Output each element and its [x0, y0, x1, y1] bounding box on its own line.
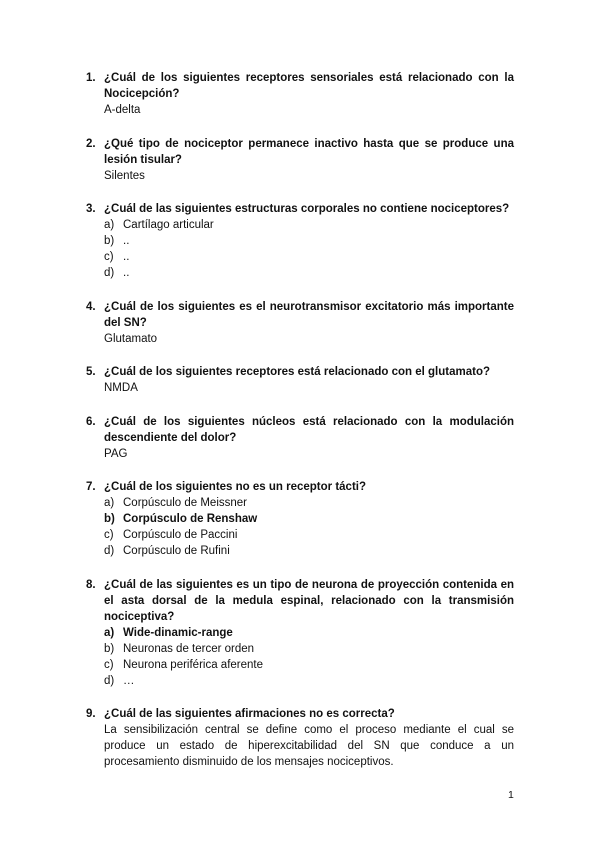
option-text: ..: [123, 267, 130, 279]
option-d: [104, 543, 514, 559]
question-answer: Glutamato: [104, 332, 158, 345]
option-text: Corpúsculo de Renshaw: [123, 513, 258, 525]
question-answer: La sensibilización central se define como el proceso mediante el cual se produce un estado de hiperexcitabilidad del SN que conduce a un procesamiento disminuido de los mensajes nociceptivos.: [104, 724, 514, 768]
question-3: [86, 201, 514, 281]
option-list: [104, 217, 514, 281]
question-7: [86, 479, 514, 559]
question-answer: Silentes: [104, 169, 145, 182]
question-6: [86, 414, 514, 462]
option-c: [104, 249, 514, 265]
option-text: Neuronas de tercer orden: [123, 642, 255, 655]
question-number: 9.: [86, 708, 96, 720]
option-label: b): [104, 513, 115, 525]
option-label: c): [104, 251, 114, 263]
question-number: 2.: [86, 137, 96, 150]
question-text: ¿Qué tipo de nociceptor permanece inactivo hasta que se produce una lesión tisular?: [104, 137, 514, 166]
question-5: [86, 364, 514, 396]
question-answer: PAG: [104, 447, 128, 460]
option-text: …: [123, 674, 135, 687]
option-b: [104, 233, 514, 249]
question-text: ¿Cuál de las siguientes estructuras corporales no contiene nociceptores?: [104, 203, 510, 215]
question-text: ¿Cuál de las siguientes afirmaciones no es correcta?: [104, 708, 395, 720]
option-list: [104, 495, 514, 559]
question-9: [86, 706, 514, 770]
question-number: 6.: [86, 415, 96, 428]
option-label: d): [104, 267, 115, 279]
page-number: 1: [508, 789, 514, 801]
option-text: Neurona periférica aferente: [123, 658, 263, 671]
question-8: [86, 577, 514, 689]
question-2: [86, 136, 514, 184]
question-number: 7.: [86, 481, 96, 493]
option-d: [104, 265, 514, 281]
question-text: ¿Cuál de los siguientes receptores sensoriales está relacionado con la Nocicepción?: [104, 72, 514, 100]
option-a-correct: [104, 625, 514, 641]
question-text: ¿Cuál de los siguientes no es un receptor tácti?: [104, 481, 366, 493]
option-text: ..: [123, 251, 130, 263]
question-list: [86, 70, 514, 788]
option-text: Corpúsculo de Paccini: [123, 529, 238, 541]
option-text: ..: [123, 235, 130, 247]
option-label: a): [104, 497, 115, 509]
option-text: Corpúsculo de Rufini: [123, 545, 230, 557]
question-text: ¿Cuál de los siguientes es el neurotransmisor excitatorio más importante del SN?: [104, 300, 514, 329]
question-text: ¿Cuál de los siguientes receptores está relacionado con el glutamato?: [104, 366, 490, 378]
option-a: [104, 495, 514, 511]
question-text: ¿Cuál de las siguientes es un tipo de neurona de proyección contenida en el asta dorsal de la medula espinal, relacionado con la transmisión nociceptiva?: [104, 578, 514, 623]
option-text: Corpúsculo de Meissner: [123, 497, 248, 509]
question-answer: NMDA: [104, 382, 138, 394]
option-list: [104, 625, 514, 689]
question-number: 3.: [86, 203, 96, 215]
question-number: 8.: [86, 578, 96, 591]
option-label: a): [104, 626, 115, 639]
question-answer: A-delta: [104, 104, 141, 116]
question-number: 5.: [86, 366, 96, 378]
question-text: ¿Cuál de los siguientes núcleos está relacionado con la modulación descendiente del dolor?: [104, 415, 514, 444]
question-number: 1.: [86, 72, 96, 84]
option-c: [104, 657, 514, 673]
option-d: [104, 673, 514, 689]
option-c: [104, 527, 514, 543]
option-label: b): [104, 642, 115, 655]
question-1: [86, 70, 514, 118]
option-label: c): [104, 658, 114, 671]
question-number: 4.: [86, 300, 96, 313]
question-4: [86, 299, 514, 347]
option-text: Wide-dinamic-range: [123, 626, 233, 639]
option-label: b): [104, 235, 115, 247]
option-a: [104, 217, 514, 233]
option-label: d): [104, 545, 115, 557]
option-text: Cartílago articular: [123, 219, 214, 231]
option-label: a): [104, 219, 115, 231]
option-label: c): [104, 529, 114, 541]
option-b: [104, 641, 514, 657]
option-b-correct: [104, 511, 514, 527]
option-label: d): [104, 674, 115, 687]
